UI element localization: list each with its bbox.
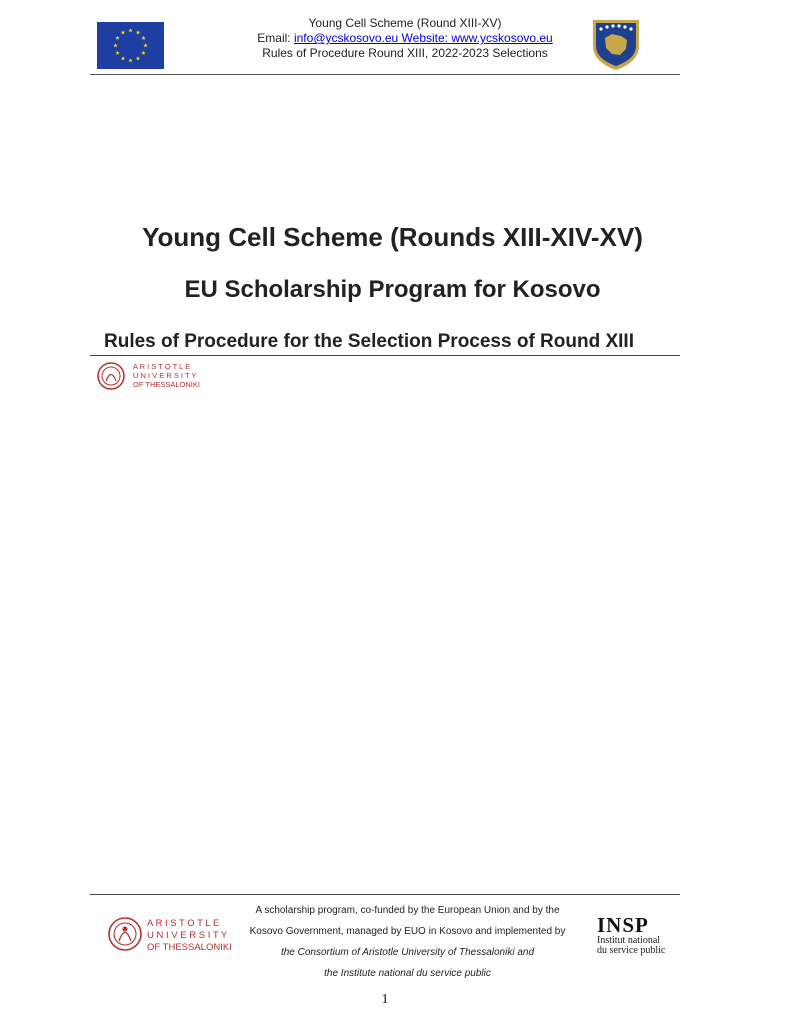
auth-footer-line-1: A R I S T O T L E xyxy=(147,918,220,929)
email-label: Email: xyxy=(257,31,294,45)
website-label: Website: xyxy=(398,31,452,45)
kosovo-coat-of-arms-logo xyxy=(590,16,642,72)
footer-line-2: Kosovo Government, managed by EUO in Kosovo and implemented by xyxy=(249,926,566,937)
footer-divider xyxy=(90,894,680,895)
footer-text xyxy=(240,900,575,984)
auth-footer-line-2: U N I V E R S I T Y xyxy=(147,930,228,941)
auth-footer-line-3: OF THESSALONIKI xyxy=(147,942,232,953)
insp-logo-line-1: Institut national xyxy=(597,935,661,946)
page-number: 1 xyxy=(381,992,389,1007)
insp-logo xyxy=(597,914,677,958)
eu-star-icon xyxy=(136,56,140,60)
subtitle-divider xyxy=(90,355,680,356)
insp-logo-line-2: du service public xyxy=(597,945,666,956)
header-contact-line xyxy=(200,31,610,46)
aristotle-university-footer-logo xyxy=(107,912,232,956)
document-subtitle: Rules of Procedure for the Selection Process of Round XIII xyxy=(104,331,634,352)
eu-star-icon xyxy=(141,36,145,40)
email-link[interactable]: info@ycskosovo.eu xyxy=(293,31,399,45)
eu-star-icon xyxy=(143,43,147,47)
eu-star-icon xyxy=(141,51,145,55)
website-link[interactable]: www.ycskosovo.eu xyxy=(451,31,553,45)
eu-star-icon xyxy=(121,56,125,60)
eu-star-icon xyxy=(113,43,117,47)
aristotle-university-logo xyxy=(96,360,216,392)
eu-star-icon xyxy=(136,30,140,34)
eu-star-icon xyxy=(115,51,119,55)
eu-flag-logo xyxy=(97,22,164,69)
eu-star-icon xyxy=(128,58,132,62)
auth-logo-line-1: A R I S T O T L E xyxy=(133,362,191,371)
insp-logo-mark: INSP xyxy=(597,913,649,937)
footer-line-1: A scholarship program, co-funded by the European Union and by the xyxy=(255,905,560,916)
header-line-3: Rules of Procedure Round XIII, 2022-2023 Selections xyxy=(262,46,548,60)
header-line-1: Young Cell Scheme (Round XIII-XV) xyxy=(308,16,502,30)
eu-star-icon xyxy=(115,36,119,40)
header-text xyxy=(200,16,610,61)
eu-star-icon xyxy=(128,28,132,32)
footer-line-4: the Institute national du service public xyxy=(324,968,491,979)
footer-line-3: the Consortium of Aristotle University of Thessaloniki and xyxy=(280,947,535,958)
auth-logo-line-2: U N I V E R S I T Y xyxy=(133,371,197,380)
program-title: EU Scholarship Program for Kosovo xyxy=(184,276,601,303)
document-title: Young Cell Scheme (Rounds XIII-XIV-XV) xyxy=(142,222,643,252)
header-divider xyxy=(90,74,680,75)
eu-star-icon xyxy=(121,30,125,34)
auth-logo-line-3: OF THESSALONIKI xyxy=(133,380,200,389)
